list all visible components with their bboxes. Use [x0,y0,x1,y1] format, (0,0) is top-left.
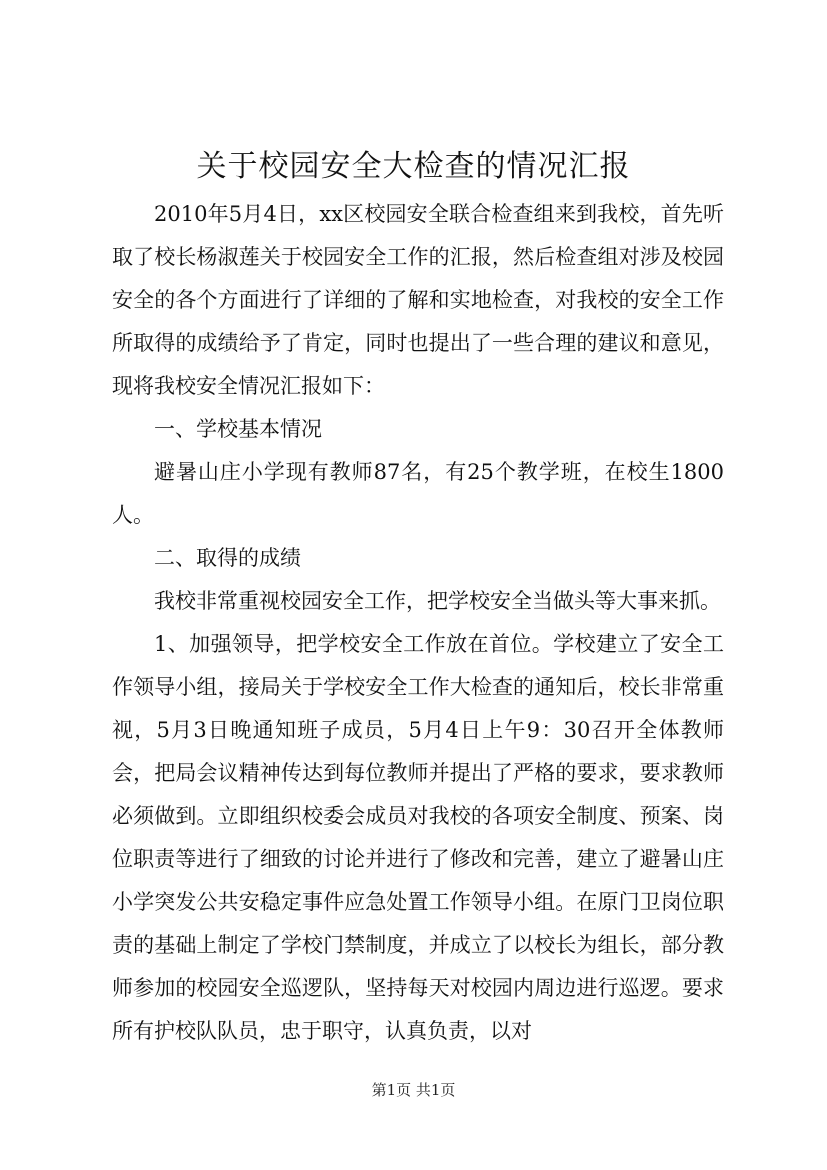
paragraph-intro: 2010年5月4日，xx区校园安全联合检查组来到我校，首先听取了校长杨淑莲关于校园安全工作的汇报，然后检查组对涉及校园安全的各个方面进行了详细的了解和实地检查，对我校的安全工作所取得的成绩给予了肯定，同时也提出了一些合理的建议和意见，现将我校安全情况汇报如下： [112,202,724,398]
section-heading-basic-info: 一、学校基本情况 [154,417,322,441]
page-footer: 第1页 共1页 [371,1081,456,1099]
paragraph-leadership: 1、加强领导，把学校安全工作放在首位。学校建立了安全工作领导小组，接局关于学校安全工作大检查的通知后，校长非常重视，5月3日晚通知班子成员，5月4日上午9：30召开全体教师会，把局会议精神传达到每位教师并提出了严格的要求，要求教师必须做到。立即组织校委会成员对我校的各项安全制度、预案、岗位职责等进行了细致的讨论并进行了修改和完善，建立了避暑山庄小学突发公共安稳定事件应急处置工作领导小组。在原门卫岗位职责的基础上制定了学校门禁制度，并成立了以校长为组长，部分教师参加的校园安全巡逻队，坚持每天对校园内周边进行巡逻。要求所有护校队队员，忠于职守，认真负责，以对 [112,632,724,1043]
paragraph-achievements-summary: 我校非常重视校园安全工作，把学校安全当做头等大事来抓。 [154,589,721,613]
paragraph-basic-info: 避暑山庄小学现有教师87名，有25个教学班，在校生1800人。 [112,460,724,527]
section-heading-achievements: 二、取得的成绩 [154,546,301,570]
document-title: 关于校园安全大检查的情况汇报 [196,149,631,184]
document-body [112,193,724,1053]
